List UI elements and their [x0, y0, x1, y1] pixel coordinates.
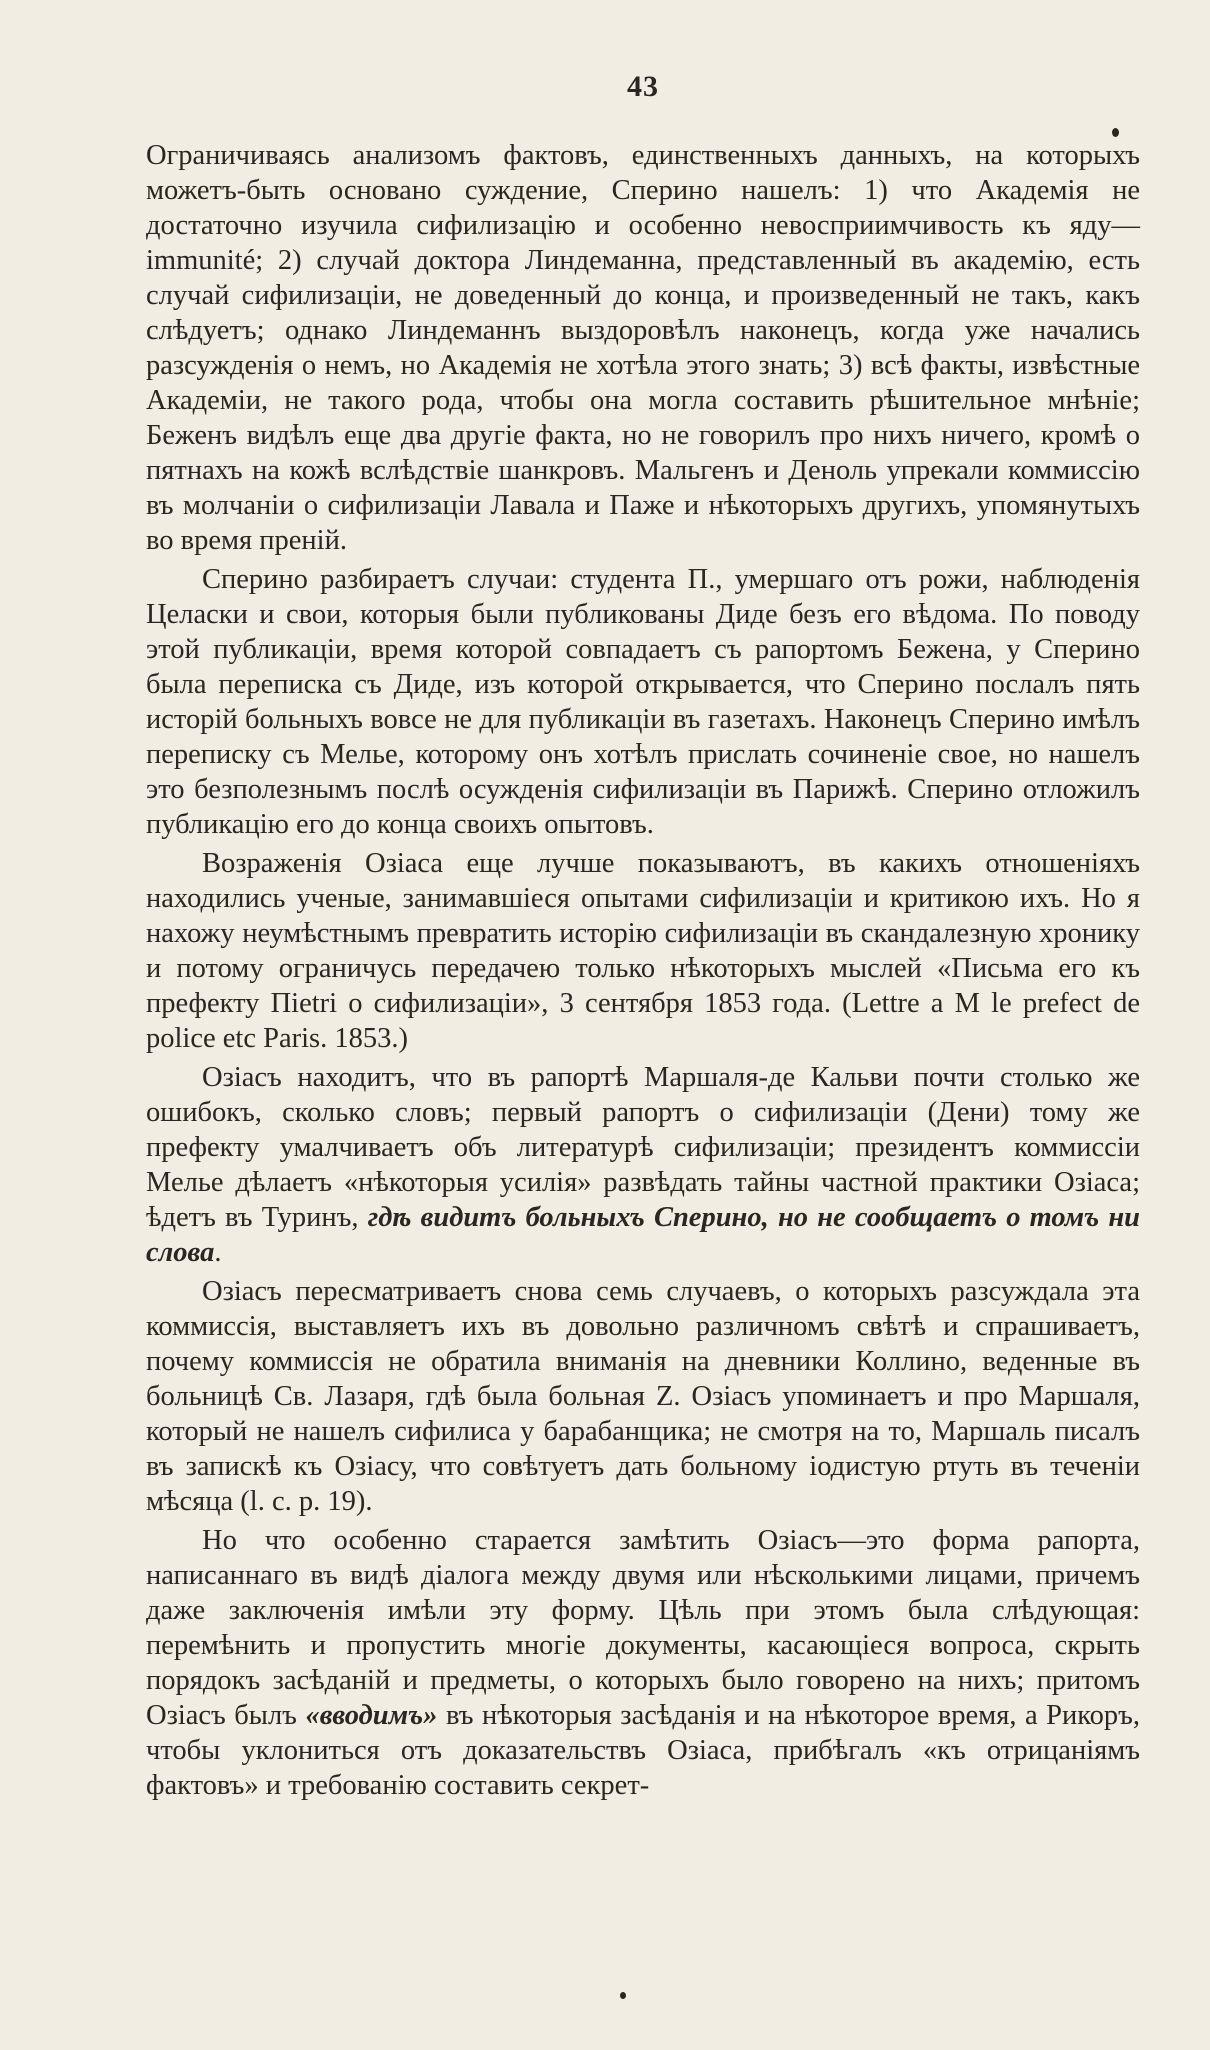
paragraph — [146, 1060, 1140, 1270]
paragraph-text: Возраженія Озіаса еще лучше показываютъ, въ какихъ отношеніяхъ находились ученые, занимавшіеся опытами сифилизаціи и критикою ихъ. Но я нахожу неумѣстнымъ превратить исторію сифилизаціи въ скандалезную хронику и потому ограничусь передачею только нѣкоторыхъ мыслей «Письма его къ префекту Пietri о сифилизаціи», 3 сентября 1853 года. (Lettre a M le prefect de police etc Paris. 1853.) — [146, 848, 1140, 1054]
paragraph-text: Ограничиваясь анализомъ фактовъ, единственныхъ данныхъ, на которыхъ можетъ-быть основано суждение, Сперино нашелъ: 1) что Академія не достаточно изучила сифилизацію и особенно невосприимчивость къ яду—immunité; 2) случай доктора Линдеманна, представленный въ академію, есть случай сифилизаціи, не доведенный до конца, и произведенный не такъ, какъ слѣдуетъ; однако Линдеманнъ выздоровѣлъ наконецъ, когда уже начались разсужденія о немъ, но Академія не хотѣла этого знать; 3) всѣ факты, извѣстные Академіи, не такого рода, чтобы она могла составить рѣшительное мнѣніе; Беженъ видѣлъ еще два другіе факта, но не говорилъ про нихъ ничего, кромѣ о пятнахъ на кожѣ вслѣдствіе шанкровъ. Мальгенъ и Деноль упрекали коммиссію въ молчаніи о сифилизаціи Лавала и Паже и нѣкоторыхъ другихъ, упомянутыхъ во время преній. — [146, 140, 1140, 556]
emphasized-text: «вводимъ» — [305, 1700, 438, 1731]
text-body — [146, 138, 1140, 1803]
ink-dot-top — [1112, 128, 1119, 137]
paragraph-text: Сперино разбираетъ случаи: студента П., умершаго отъ рожи, наблюденія Целаски и свои, которыя были публикованы Диде безъ его вѣдома. По поводу этой публикаціи, время которой совпадаетъ съ рапортомъ Бежена, у Сперино была переписка съ Диде, изъ которой открывается, что Сперино послалъ пять исторій больныхъ вовсе не для публикаціи въ газетахъ. Наконецъ Сперино имѣлъ переписку съ Мелье, которому онъ хотѣлъ прислать сочиненіе свое, но нашелъ это безполезнымъ послѣ осужденія сифилизаціи въ Парижѣ. Сперино отложилъ публикацію его до конца своихъ опытовъ. — [146, 564, 1140, 840]
paragraph-text: Озіасъ находитъ, что въ рапортѣ Маршаля-де Кальви почти столько же ошибокъ, сколько словъ; первый рапортъ о сифилизаціи (Дени) тому же префекту умалчиваетъ объ литературѣ сифилизаціи; президентъ коммиссіи Мелье дѣлаетъ «нѣкоторыя усилія» развѣдать тайны частной практики Озіаса; ѣдетъ въ Туринъ, — [146, 1062, 1140, 1233]
paragraph — [146, 846, 1140, 1056]
paragraph-text: въ нѣкоторыя засѣданія и на нѣкоторое время, а Рикоръ, чтобы уклониться отъ доказательствъ Озіаса, прибѣгалъ «къ отрицаніямъ фактовъ» и требованію составить секрет- — [146, 1700, 1140, 1801]
ink-dot-bottom — [620, 1992, 626, 1999]
paragraph-text: Озіасъ пересматриваетъ снова семь случаевъ, о которыхъ разсуждала эта коммиссія, выставляетъ ихъ въ довольно различномъ свѣтѣ и спрашиваетъ, почему коммиссія не обратила вниманія на дневники Коллино, веденные въ больницѣ Св. Лазаря, гдѣ была больная Z. Озіасъ упоминаетъ и про Маршаля, который не нашелъ сифилиса у барабанщика; не смотря на то, Маршаль писалъ въ запискѣ къ Озіасу, что совѣтуетъ дать больному іодистую ртуть въ теченіи мѣсяца (l. c. p. 19). — [146, 1276, 1140, 1517]
emphasized-text: гдѣ видитъ больныхъ Сперино, но не сообщаетъ о томъ ни слова — [146, 1202, 1141, 1268]
paragraph — [146, 138, 1140, 558]
paragraph-text: Но что особенно старается замѣтить Озіасъ—это форма рапорта, написаннаго въ видѣ діалога между двумя или нѣсколькими лицами, причемъ даже заключенія имѣли эту форму. Цѣль при этомъ была слѣдующая: перемѣнить и пропустить многіе документы, касающіеся вопроса, скрыть порядокъ засѣданій и предметы, о которыхъ было говорено на нихъ; притомъ Озіасъ былъ — [146, 1525, 1140, 1731]
paragraph — [146, 562, 1140, 842]
paragraph — [146, 1274, 1140, 1519]
paragraph — [146, 1523, 1140, 1803]
paragraph-text: . — [214, 1237, 222, 1268]
page-number: 43 — [627, 70, 659, 103]
